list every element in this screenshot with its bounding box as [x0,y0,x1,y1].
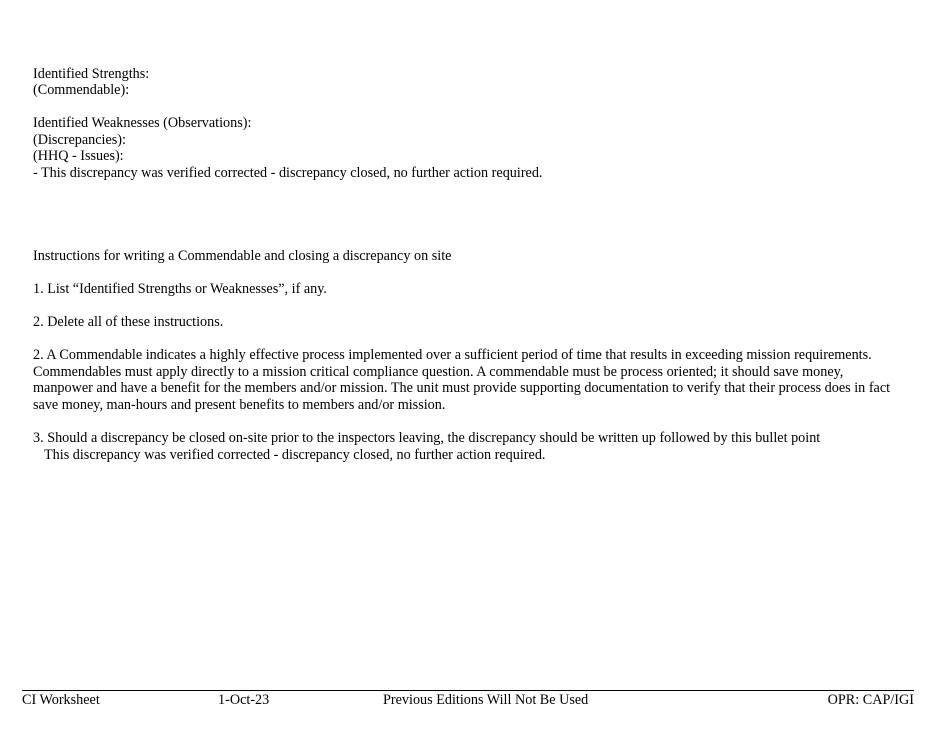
hhq-issues-label: (HHQ - Issues): [33,148,124,164]
discrepancy-closed-bullet: - This discrepancy was verified corrected - discrepancy closed, no further action required. [33,165,543,181]
weaknesses-heading: Identified Weaknesses (Observations): [33,115,252,131]
discrepancies-label: (Discrepancies): [33,132,126,148]
instructions-title: Instructions for writing a Commendable and closing a discrepancy on site [33,248,452,264]
commendable-text-line: save money, man-hours and present benefits to members and/or mission. [33,396,446,413]
footer-form-name: CI Worksheet [22,692,100,708]
instruction-item-close-discrepancy [33,430,913,463]
commendable-label: (Commendable): [33,82,130,98]
commendable-text-line: Commendables must apply directly to a mission critical compliance question. A commendable must be process oriented; it should save money, [33,363,844,380]
instruction-item-delete: 2. Delete all of these instructions. [33,314,224,330]
commendable-text-line: 2. A Commendable indicates a highly effective process implemented over a sufficient period of time that results in exceeding mission requirements. [33,347,872,363]
footer-date: 1-Oct-23 [218,692,270,708]
strengths-heading: Identified Strengths: [33,66,150,82]
commendable-text-line: manpower and have a benefit for the members and/or mission. The unit must provide supporting documentation to verify that their process does in fact [33,380,891,396]
instruction-item-commendable [33,347,913,413]
footer-notice: Previous Editions Will Not Be Used [383,692,589,708]
footer-opr: OPR: CAP/IGI [827,692,914,708]
instruction-item-list-strengths: 1. List “Identified Strengths or Weaknesses”, if any. [33,281,327,297]
footer-divider [22,690,914,691]
close-discrepancy-bullet: This discrepancy was verified corrected - discrepancy closed, no further action required. [44,446,546,463]
close-discrepancy-text: 3. Should a discrepancy be closed on-site prior to the inspectors leaving, the discrepancy should be written up followed by this bullet point [33,430,821,446]
